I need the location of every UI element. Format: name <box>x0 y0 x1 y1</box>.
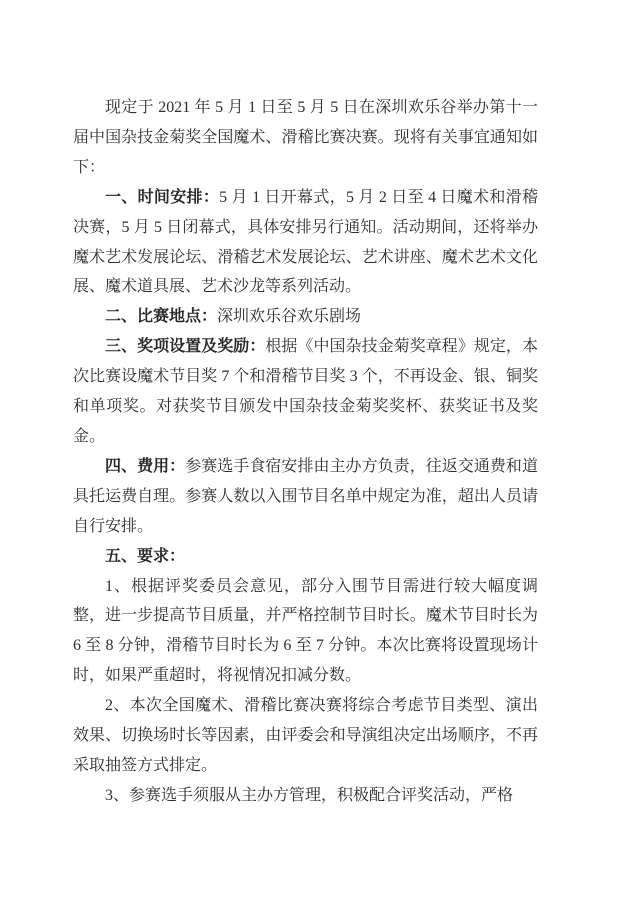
section-time-schedule <box>73 183 538 303</box>
section-label: 四、费用： <box>105 457 186 475</box>
section-label: 二、比赛地点： <box>105 308 218 326</box>
requirement-item-3 <box>73 781 538 811</box>
paragraph-text: 3、参赛选手须服从主办方管理，积极配合评奖活动，严格 <box>105 786 514 804</box>
section-fees <box>73 452 538 542</box>
section-label: 一、时间安排： <box>105 188 220 206</box>
paragraph-text: 参赛选手食宿安排由主办方负责，往返交通费和道具托运费自理。参赛人数以入围节目名单中规定为准，超出人员请自行安排。 <box>73 457 538 535</box>
paragraph-text: 5 月 1 日开幕式，5 月 2 日至 4 日魔术和滑稽决赛，5 月 5 日闭幕式，具体安排另行通知。活动期间，还将举办魔术艺术发展论坛、滑稽艺术发展论坛、艺术讲座、魔术艺术文化展、魔术道具展、艺术沙龙等系列活动。 <box>73 188 538 296</box>
requirement-item-2 <box>73 691 538 781</box>
requirement-item-1 <box>73 572 538 692</box>
paragraph-text: 现定于 2021 年 5 月 1 日至 5 月 5 日在深圳欢乐谷举办第十一届中国杂技金菊奖全国魔术、滑稽比赛决赛。现将有关事宜通知如下： <box>73 99 538 176</box>
paragraph-text: 根据《中国杂技金菊奖章程》规定，本次比赛设魔术节目奖 7 个和滑稽节目奖 3 个，不再设金、银、铜奖和单项奖。对获奖节目颁发中国杂技金菊奖奖杯、获奖证书及奖金。 <box>73 338 538 445</box>
document-body <box>73 93 538 811</box>
paragraph-text: 2、本次全国魔术、滑稽比赛决赛将综合考虑节目类型、演出效果、切换场时长等因素，由评委会和导演组决定出场顺序，不再采取抽签方式排定。 <box>73 697 538 774</box>
paragraph-intro <box>73 93 538 183</box>
section-awards <box>73 332 538 452</box>
paragraph-text: 1、根据评奖委员会意见，部分入围节目需进行较大幅度调整，进一步提高节目质量，并严格控制节目时长。魔术节目时长为 6 至 8 分钟，滑稽节目时长为 6 至 7 分钟。本次比赛将设置现场计时，如果严重超时，将视情况扣减分数。 <box>73 577 538 685</box>
paragraph-text: 深圳欢乐谷欢乐剧场 <box>217 308 362 326</box>
section-label: 三、奖项设置及奖励： <box>105 338 266 356</box>
section-label: 五、要求： <box>105 547 186 565</box>
section-requirements <box>73 542 538 572</box>
section-venue <box>73 302 538 332</box>
